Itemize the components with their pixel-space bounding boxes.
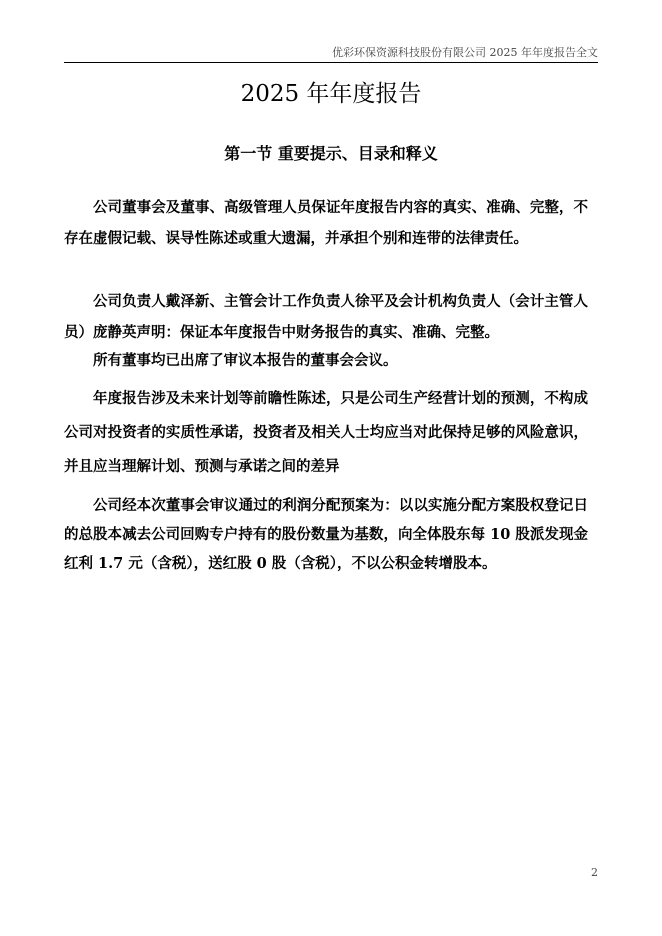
paragraph-responsible-persons: 公司负责人戴泽新、主管会计工作负责人徐平及会计机构负责人（会计主管人员）庞静英声明：保证本年度报告中财务报告的真实、准确、完整。	[64, 293, 588, 341]
report-title: 2025 年年度报告	[240, 81, 422, 107]
header-divider	[64, 62, 598, 63]
paragraph-directors-attendance: 所有董事均已出席了审议本报告的董事会会议。	[93, 352, 398, 369]
page-number: 2	[591, 866, 598, 879]
paragraph-profit-distribution: 公司经本次董事会审议通过的利润分配预案为：以以实施分配方案股权登记日的总股本减去公司回购专户持有的股份数量为基数，向全体股东每 10 股派发现金红利 1.7 元（含税），送红股 0 股（含税），不以公积金转增股本。	[64, 497, 588, 572]
running-header: 优彩环保资源科技股份有限公司 2025 年年度报告全文	[332, 46, 598, 59]
paragraph-forward-looking: 年度报告涉及未来计划等前瞻性陈述，只是公司生产经营计划的预测，不构成公司对投资者的实质性承诺，投资者及相关人士均应当对此保持足够的风险意识，并且应当理解计划、预测与承诺之间的差异	[64, 390, 588, 475]
section-title: 第一节 重要提示、目录和释义	[224, 144, 438, 163]
paragraph-board-guarantee: 公司董事会及董事、高级管理人员保证年度报告内容的真实、准确、完整，不存在虚假记载、误导性陈述或重大遗漏，并承担个别和连带的法律责任。	[64, 199, 588, 247]
